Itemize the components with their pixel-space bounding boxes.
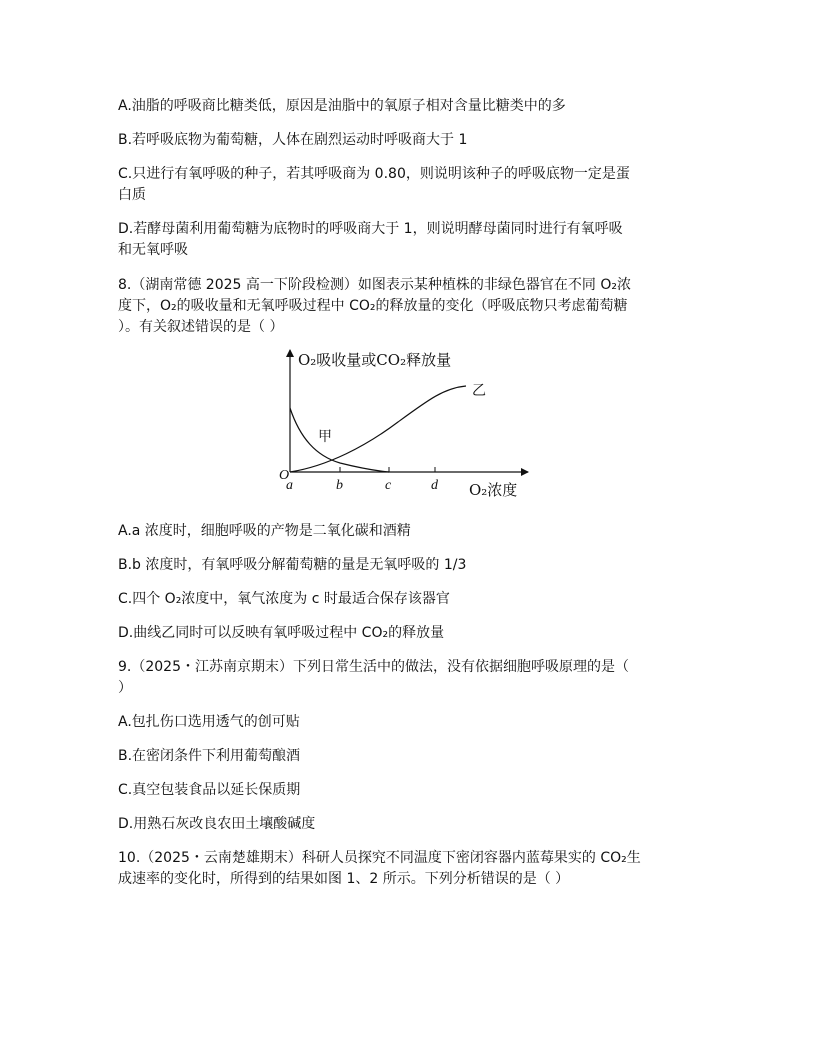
x-tick-d: d xyxy=(431,478,438,493)
q9-option-a: A.包扎伤口选用透气的创可贴 xyxy=(118,714,300,730)
origin-label: O xyxy=(279,468,290,483)
q9-option-d: D.用熟石灰改良农田土壤酸碱度 xyxy=(118,816,316,832)
q7-option-c-line2: 白质 xyxy=(118,187,146,203)
curve-jia-label: 甲 xyxy=(318,429,332,445)
q8-option-d: D.曲线乙同时可以反映有氧呼吸过程中 CO₂的释放量 xyxy=(118,625,445,641)
q7-option-a: A.油脂的呼吸商比糖类低，原因是油脂中的氧原子相对含量比糖类中的多 xyxy=(118,98,566,114)
q9-stem-line1: 9.（2025・江苏南京期末）下列日常生活中的做法，没有依据细胞呼吸原理的是（ xyxy=(118,659,629,675)
q8-stem-line3: ）。有关叙述错误的是（ ） xyxy=(118,319,284,335)
q8-option-c: C.四个 O₂浓度中，氧气浓度为 c 时最适合保存该器官 xyxy=(118,591,450,607)
q10-stem-line1: 10.（2025・云南楚雄期末）科研人员探究不同温度下密闭容器内蓝莓果实的 CO₂生 xyxy=(118,850,641,866)
q8-option-a: A.a 浓度时，细胞呼吸的产物是二氧化碳和酒精 xyxy=(118,523,411,539)
q7-option-d-line2: 和无氧呼吸 xyxy=(118,242,188,258)
q8-option-b: B.b 浓度时，有氧呼吸分解葡萄糖的量是无氧呼吸的 1/3 xyxy=(118,557,467,573)
q9-stem-line2: ） xyxy=(118,680,132,696)
q9-option-b: B.在密闭条件下利用葡萄酿酒 xyxy=(118,748,301,764)
curve-yi xyxy=(290,386,466,472)
q7-option-b: B.若呼吸底物为葡萄糖，人体在剧烈运动时呼吸商大于 1 xyxy=(118,132,468,148)
q7-option-c-line1: C.只进行有氧呼吸的种子，若其呼吸商为 0.80，则说明该种子的呼吸底物一定是蛋 xyxy=(118,166,630,182)
q8-stem-line1: 8.（湖南常德 2025 高一下阶段检测）如图表示某种植株的非绿色器官在不同 O₂浓 xyxy=(118,277,631,293)
q10-stem-line2: 成速率的变化时，所得到的结果如图 1、2 所示。下列分析错误的是（ ） xyxy=(118,871,570,887)
q8-figure xyxy=(278,342,540,504)
x-tick-c: c xyxy=(385,478,392,493)
x-tick-a: a xyxy=(286,478,293,493)
q9-option-c: C.真空包装食品以延长保质期 xyxy=(118,782,301,798)
x-axis-label: O₂浓度 xyxy=(469,481,518,499)
y-axis-label: O₂吸收量或CO₂释放量 xyxy=(298,351,452,369)
q8-stem-line2: 度下，O₂的吸收量和无氧呼吸过程中 CO₂的释放量的变化（呼吸底物只考虑葡萄糖 xyxy=(118,298,628,314)
q8-graph xyxy=(278,342,540,504)
x-tick-b: b xyxy=(336,478,343,493)
curve-yi-label: 乙 xyxy=(472,383,486,399)
q7-option-d-line1: D.若酵母菌利用葡萄糖为底物时的呼吸商大于 1，则说明酵母菌同时进行有氧呼吸 xyxy=(118,221,623,237)
curve-jia xyxy=(290,408,389,472)
